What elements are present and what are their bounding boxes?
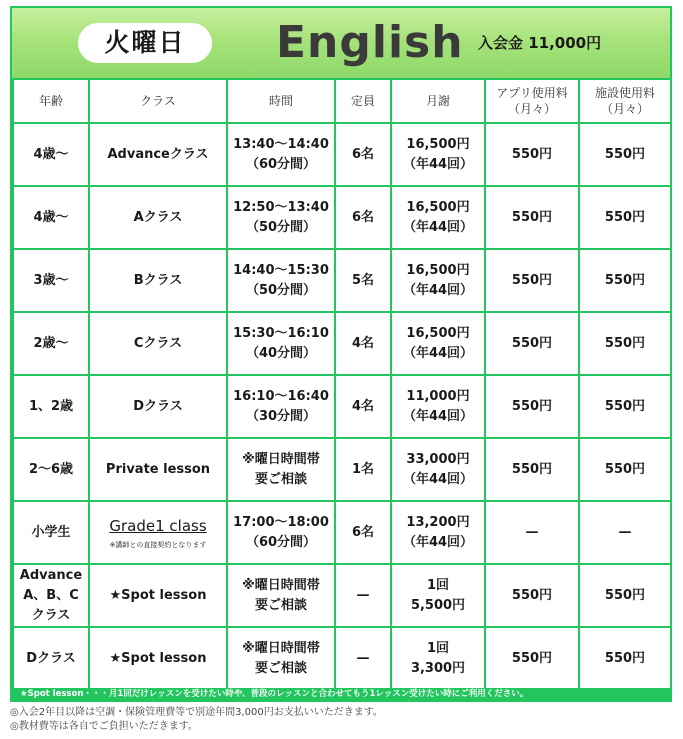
cell-age: Dクラス (13, 627, 89, 690)
class-name: ★Spot lesson (109, 587, 207, 603)
note-line: ◎教材費等は各自でご負担いただきます。 (10, 721, 198, 732)
subject-title: English (276, 17, 464, 68)
cell-age: 2歳〜 (13, 312, 89, 375)
table-row (13, 627, 671, 690)
cell-time: 13:40〜14:40 （60分間） (227, 123, 335, 186)
spot-lesson-note: ★Spot lesson・・・月1回だけレッスンを受けたい時や、普段のレッスンと合わせてもう1レッスン受けたい時にご利用ください。 (12, 688, 670, 700)
cell-capacity: 1名 (335, 438, 391, 501)
cell-class (89, 186, 227, 249)
cell-facility-fee: 550円 (579, 186, 671, 249)
cell-app-fee: 550円 (485, 186, 579, 249)
cell-facility-fee: 550円 (579, 564, 671, 627)
cell-facility-fee: 550円 (579, 123, 671, 186)
cell-app-fee: 550円 (485, 627, 579, 690)
table-row (13, 501, 671, 564)
cell-capacity: — (335, 627, 391, 690)
table-row (13, 249, 671, 312)
cell-time: 14:40〜15:30 （50分間） (227, 249, 335, 312)
cell-class (89, 123, 227, 186)
cell-time: 12:50〜13:40 （50分間） (227, 186, 335, 249)
cell-age: 4歳〜 (13, 123, 89, 186)
cell-class (89, 627, 227, 690)
cell-capacity: 5名 (335, 249, 391, 312)
entry-fee: 入会金 11,000円 (478, 34, 602, 52)
cell-time: 15:30〜16:10 （40分間） (227, 312, 335, 375)
cell-capacity: 4名 (335, 312, 391, 375)
cell-facility-fee: 550円 (579, 249, 671, 312)
cell-tuition: 11,000円 （年44回） (391, 375, 485, 438)
note-line: ◎入会2年目以降は空調・保険管理費等で別途年間3,000円お支払いいただきます。 (10, 707, 383, 718)
class-name: Aクラス (133, 209, 183, 225)
cell-class (89, 438, 227, 501)
cell-app-fee: 550円 (485, 564, 579, 627)
cell-tuition: 16,500円 （年44回） (391, 186, 485, 249)
class-name: Grade1 class (109, 516, 207, 535)
cell-facility-fee: 550円 (579, 375, 671, 438)
cell-app-fee: 550円 (485, 375, 579, 438)
cell-facility-fee: 550円 (579, 627, 671, 690)
notes (10, 706, 383, 734)
table-row (13, 312, 671, 375)
header-banner (12, 8, 670, 78)
cell-tuition: 33,000円 （年44回） (391, 438, 485, 501)
cell-tuition: 1回 3,300円 (391, 627, 485, 690)
cell-tuition: 16,500円 （年44回） (391, 312, 485, 375)
cell-class (89, 564, 227, 627)
cell-capacity: 6名 (335, 501, 391, 564)
cell-time: 17:00〜18:00 （60分間） (227, 501, 335, 564)
cell-app-fee: — (485, 501, 579, 564)
cell-time: ※曜日時間帯 要ご相談 (227, 564, 335, 627)
cell-age: 1、2歳 (13, 375, 89, 438)
class-name: ★Spot lesson (109, 650, 207, 666)
table-row (13, 564, 671, 627)
table-row (13, 438, 671, 501)
cell-capacity: 4名 (335, 375, 391, 438)
cell-tuition: 13,200円 （年44回） (391, 501, 485, 564)
day-label: 火曜日 (78, 23, 212, 63)
cell-age: 3歳〜 (13, 249, 89, 312)
class-name: Cクラス (133, 335, 183, 351)
class-name: Private lesson (105, 461, 211, 477)
cell-class (89, 501, 227, 564)
col-header-time: 時間 (227, 79, 335, 123)
schedule-card (10, 6, 672, 702)
cell-capacity: 6名 (335, 186, 391, 249)
cell-age: 4歳〜 (13, 186, 89, 249)
cell-class (89, 312, 227, 375)
class-name: Dクラス (133, 398, 183, 414)
cell-capacity: 6名 (335, 123, 391, 186)
col-header-age: 年齢 (13, 79, 89, 123)
table-row (13, 123, 671, 186)
table-header-row (13, 79, 671, 123)
cell-tuition: 16,500円 （年44回） (391, 249, 485, 312)
table-row (13, 186, 671, 249)
cell-class (89, 249, 227, 312)
cell-time: ※曜日時間帯 要ご相談 (227, 438, 335, 501)
fee-table (12, 78, 672, 691)
cell-app-fee: 550円 (485, 123, 579, 186)
col-header-capacity: 定員 (335, 79, 391, 123)
cell-age: Advance A、B、C クラス (13, 564, 89, 627)
class-name: Bクラス (133, 272, 183, 288)
cell-time: 16:10〜16:40 （30分間） (227, 375, 335, 438)
cell-app-fee: 550円 (485, 312, 579, 375)
cell-app-fee: 550円 (485, 438, 579, 501)
cell-facility-fee: 550円 (579, 312, 671, 375)
cell-age: 2〜6歳 (13, 438, 89, 501)
col-header-tuition: 月謝 (391, 79, 485, 123)
cell-tuition: 1回 5,500円 (391, 564, 485, 627)
table-row (13, 375, 671, 438)
class-name: Advanceクラス (107, 146, 209, 162)
col-header-app-fee: アプリ使用料 （月々） (485, 79, 579, 123)
cell-app-fee: 550円 (485, 249, 579, 312)
cell-facility-fee: 550円 (579, 438, 671, 501)
cell-tuition: 16,500円 （年44回） (391, 123, 485, 186)
cell-class (89, 375, 227, 438)
cell-capacity: — (335, 564, 391, 627)
class-note: ※講師との直接契約となります (109, 540, 207, 549)
cell-age: 小学生 (13, 501, 89, 564)
col-header-class: クラス (89, 79, 227, 123)
cell-facility-fee: — (579, 501, 671, 564)
cell-time: ※曜日時間帯 要ご相談 (227, 627, 335, 690)
col-header-facility-fee: 施設使用料 （月々） (579, 79, 671, 123)
